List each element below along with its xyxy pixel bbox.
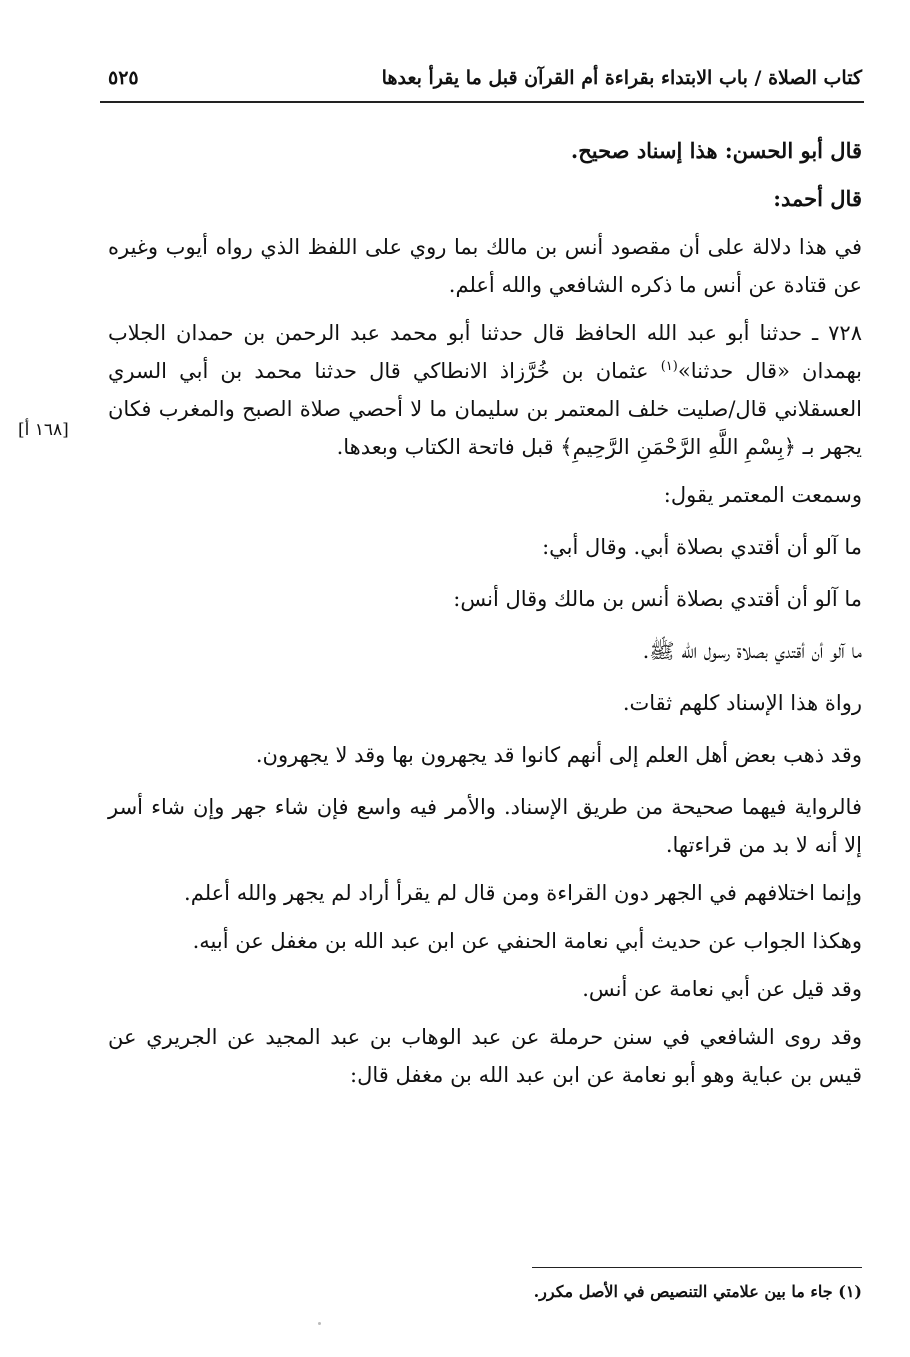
paragraph-11: وإنما اختلافهم في الجهر دون القراءة ومن قال لم يقرأ أراد لم يجهر والله أعلم.: [184, 881, 862, 905]
paragraph-12: وهكذا الجواب عن حديث أبي نعامة الحنفي عن ابن عبد الله بن مغفل عن أبيه.: [192, 929, 862, 953]
hadith-body: عثمان بن خُرَّزاذ الانطاكي قال حدثنا محمد بن أبي السري العسقلاني قال/صليت خلف المعتمر بن سليمان ما لا أحصي صلاة الصبح والمغرب فكان يجهر بـ ﴿بِسْمِ اللَّهِ الرَّحْمَنِ الرَّحِيمِ﴾ قبل فاتحة الكتاب وبعدها.: [108, 359, 862, 459]
paragraph-9: وقد ذهب بعض أهل العلم إلى أنهم كانوا قد يجهرون بها وقد لا يجهرون.: [255, 743, 862, 767]
paragraph-14: وقد روى الشافعي في سنن حرملة عن عبد الوهاب بن عبد المجيد عن الجريري عن قيس بن عباية وهو أبو نعامة عن ابن عبد الله بن مغفل قال:: [108, 1025, 862, 1087]
hadith-728: [108, 314, 862, 466]
manuscript-folio-note: [١٦٨ أ]: [18, 420, 69, 440]
footnote-divider: [532, 1267, 862, 1268]
footnote-ref: (١): [660, 359, 678, 374]
running-header: [108, 58, 862, 98]
footnote: (١) جاء ما بين علامتي التنصيص في الأصل مكرر.: [533, 1282, 862, 1301]
paragraph-10: فالرواية فيهما صحيحة من طريق الإسناد. والأمر فيه واسع فإن شاء جهر وإن شاء أسر إلا أنه لا بد من قراءتها.: [108, 795, 862, 857]
paragraph-mutamir: وسمعت المعتمر يقول:: [663, 483, 862, 507]
paragraph-8: رواة هذا الإسناد كلهم ثقات.: [622, 691, 862, 715]
page-number: ٥٢٥: [108, 67, 139, 89]
main-text: [108, 132, 862, 1104]
paragraph-2: قال أحمد:: [773, 186, 862, 211]
paragraph-6: ما آلو أن أقتدي بصلاة أنس بن مالك وقال أنس:: [453, 587, 862, 611]
paragraph-3: في هذا دلالة على أن مقصود أنس بن مالك بما روي على اللفظ الذي رواه أيوب وغيره عن قتادة عن أنس ما ذكره الشافعي والله أعلم.: [108, 235, 862, 297]
paragraph-13: وقد قيل عن أبي نعامة عن أنس.: [582, 977, 862, 1001]
paragraph-5: ما آلو أن أقتدي بصلاة أبي. وقال أبي:: [542, 535, 862, 559]
header-divider: [100, 101, 864, 103]
scan-speck: [318, 1322, 321, 1325]
paragraph-7: ما آلو أن أقتدي بصلاة رسول الله ﷺ.: [642, 639, 862, 663]
paragraph-1: قال أبو الحسن: هذا إسناد صحيح.: [570, 138, 862, 163]
hadith-intro: ٧٢٨ ـ حدثنا أبو عبد الله الحافظ قال حدثنا أبو محمد عبد الرحمن بن حمدان الجلاب بهمدان «قال حدثنا»: [108, 321, 862, 383]
header-title: كتاب الصلاة / باب الابتداء بقراءة أم القرآن قبل ما يقرأ بعدها: [381, 67, 862, 89]
